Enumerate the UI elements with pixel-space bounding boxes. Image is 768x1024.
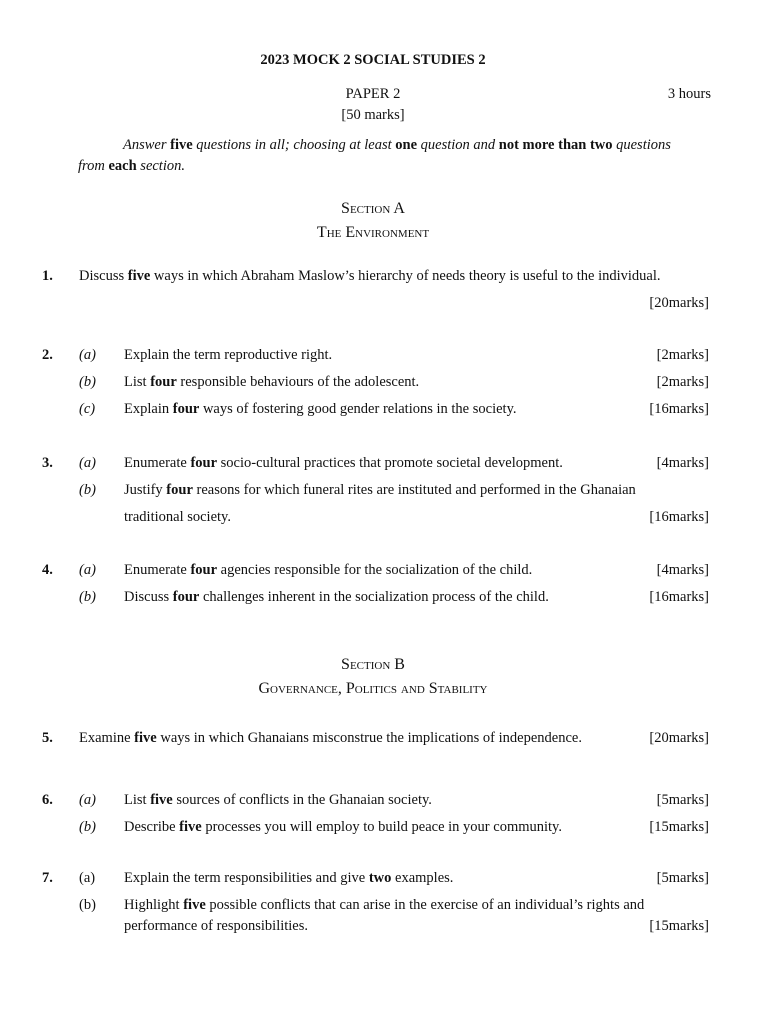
question-marks: [4marks] <box>656 562 709 578</box>
section-a-subheading: The Environment <box>316 224 430 241</box>
question-text: Highlight five possible conflicts that can arise in the exercise of an individual’s rights and <box>124 897 645 913</box>
question-marks: [15marks] <box>649 819 709 835</box>
question-marks: [16marks] <box>649 401 709 417</box>
question-text: Explain four ways of fostering good gender relations in the society. <box>124 401 517 417</box>
question-marks: [5marks] <box>656 870 709 886</box>
exam-duration: 3 hours <box>667 86 711 102</box>
subquestion-label: (a) <box>79 455 96 471</box>
question-text: Describe five processes you will employ to build peace in your community. <box>124 819 562 835</box>
section-a-heading: Section A <box>341 200 405 217</box>
section-b-subheading: Governance, Politics and Stability <box>258 680 488 697</box>
question-text: Explain the term responsibilities and give two examples. <box>124 870 454 886</box>
paper-number: PAPER 2 <box>345 86 401 102</box>
instructions-line-1: Answer five questions in all; choosing at least one question and not more than two questions <box>123 137 671 153</box>
question-number: 1. <box>42 268 53 284</box>
question-text: Enumerate four socio-cultural practices that promote societal development. <box>124 455 563 471</box>
question-text: Discuss five ways in which Abraham Maslow’s hierarchy of needs theory is useful to the individual. <box>79 268 661 284</box>
question-number: 5. <box>42 730 53 746</box>
question-text: List five sources of conflicts in the Ghanaian society. <box>124 792 432 808</box>
question-text-continued: performance of responsibilities. <box>124 918 309 934</box>
question-number: 6. <box>42 792 53 808</box>
subquestion-label: (a) <box>79 792 96 808</box>
question-marks: [15marks] <box>649 918 709 934</box>
question-marks: [16marks] <box>649 509 709 525</box>
question-marks: [2marks] <box>656 374 709 390</box>
question-text: Enumerate four agencies responsible for the socialization of the child. <box>124 562 533 578</box>
subquestion-label: (a) <box>79 347 96 363</box>
instructions-line-2: from each section. <box>78 158 185 174</box>
subquestion-label: (b) <box>79 374 96 390</box>
subquestion-label: (b) <box>79 819 96 835</box>
question-marks: [5marks] <box>656 792 709 808</box>
question-text: Examine five ways in which Ghanaians misconstrue the implications of independence. <box>79 730 582 746</box>
section-b-heading: Section B <box>341 656 405 673</box>
question-text: Discuss four challenges inherent in the socialization process of the child. <box>124 589 549 605</box>
question-number: 2. <box>42 347 53 363</box>
total-marks: [50 marks] <box>341 107 405 123</box>
subquestion-label: (a) <box>79 870 96 886</box>
question-marks: [20marks] <box>649 295 709 311</box>
question-text-continued: traditional society. <box>124 509 231 525</box>
question-number: 7. <box>42 870 53 886</box>
subquestion-label: (c) <box>79 401 96 417</box>
subquestion-label: (b) <box>79 589 96 605</box>
subquestion-label: (a) <box>79 562 96 578</box>
subquestion-label: (b) <box>79 482 96 498</box>
question-marks: [20marks] <box>649 730 709 746</box>
exam-title: 2023 MOCK 2 SOCIAL STUDIES 2 <box>260 52 486 68</box>
question-marks: [16marks] <box>649 589 709 605</box>
question-text: Explain the term reproductive right. <box>124 347 333 363</box>
question-number: 4. <box>42 562 53 578</box>
subquestion-label: (b) <box>79 897 96 913</box>
question-text: List four responsible behaviours of the adolescent. <box>124 374 420 390</box>
question-text: Justify four reasons for which funeral rites are instituted and performed in the Ghanaian <box>124 482 636 498</box>
question-marks: [4marks] <box>656 455 709 471</box>
question-number: 3. <box>42 455 53 471</box>
question-marks: [2marks] <box>656 347 709 363</box>
